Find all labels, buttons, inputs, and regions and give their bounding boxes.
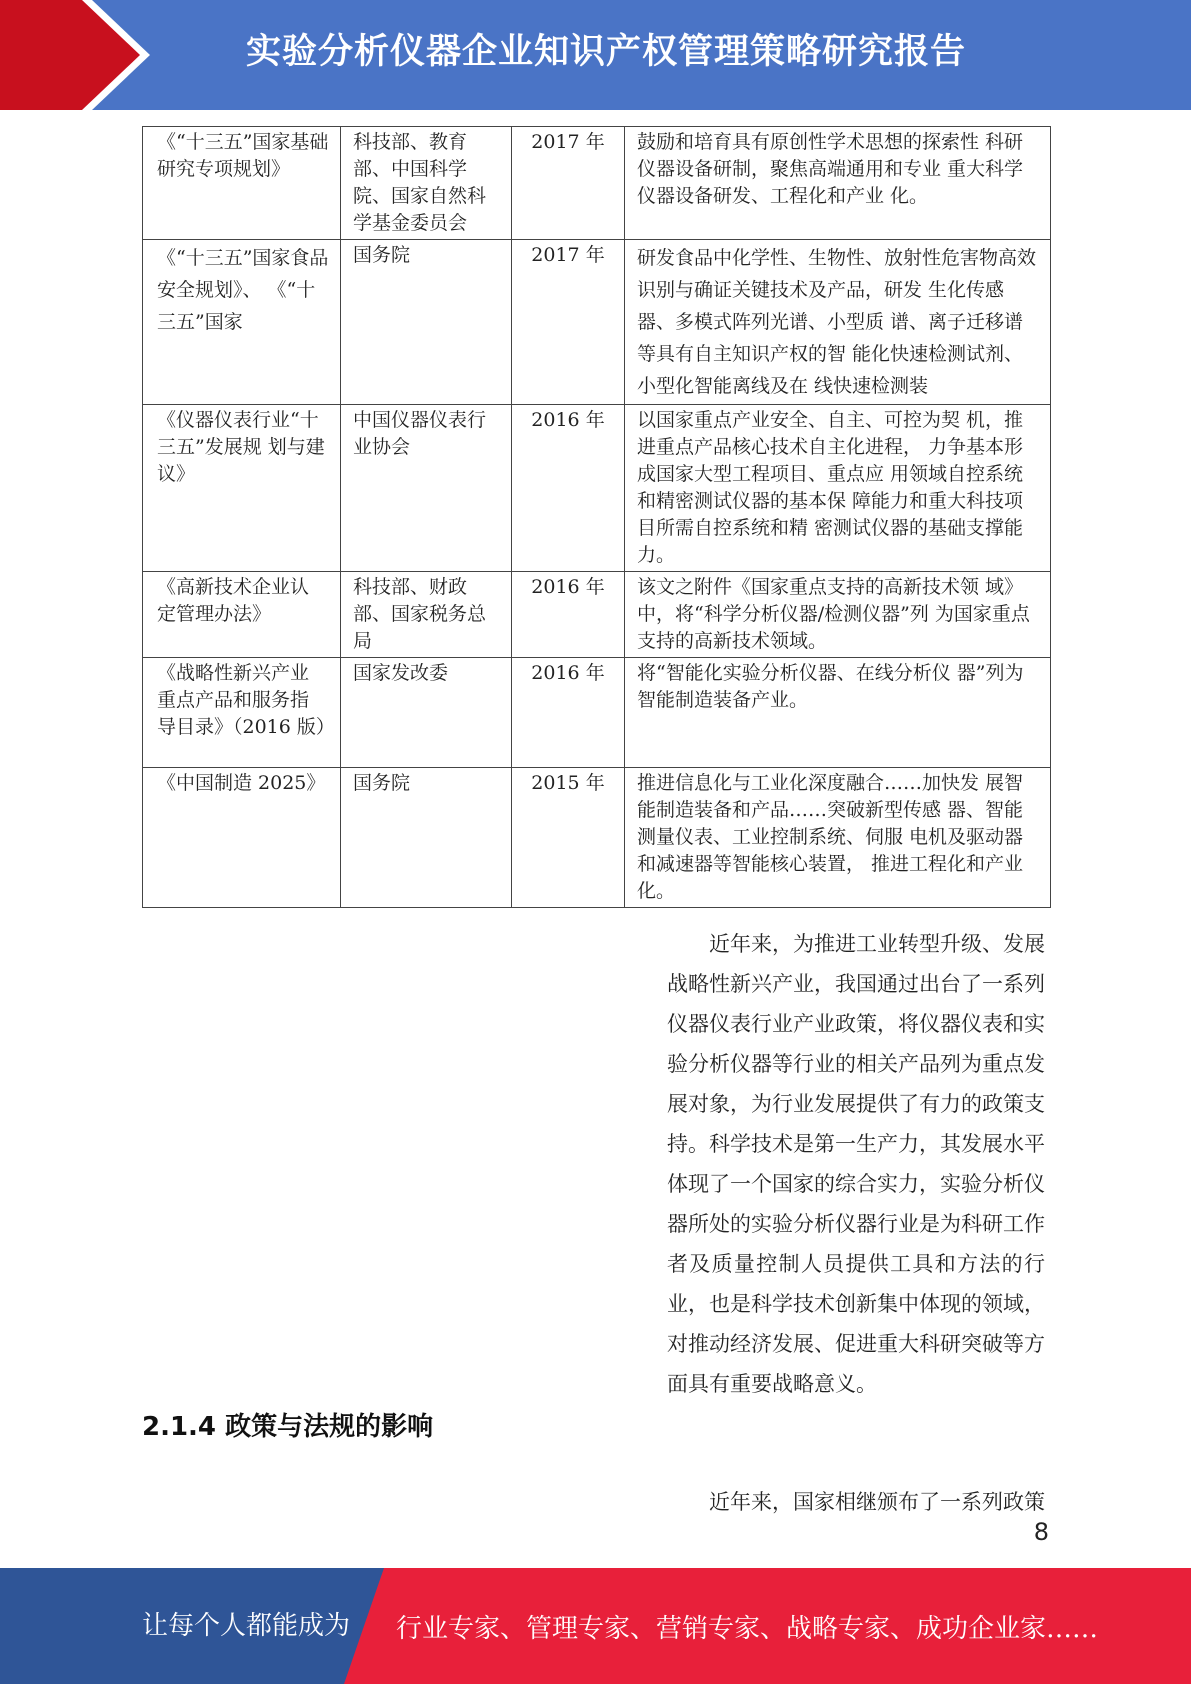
- page-footer: [0, 1568, 1191, 1684]
- policy-content: 将“智能化实验分析仪器、在线分析仪 器”列为智能制造装备产业。: [625, 658, 1051, 768]
- section-heading: 2.1.4 政策与法规的影响: [142, 1412, 434, 1442]
- policy-year: 2016 年: [512, 405, 625, 572]
- policy-year: 2017 年: [512, 240, 625, 405]
- page-number: 8: [1033, 1518, 1049, 1546]
- table-row: [143, 405, 1051, 572]
- policy-year: 2015 年: [512, 768, 625, 908]
- policy-year: 2016 年: [512, 572, 625, 658]
- policy-issuer: 国务院: [341, 240, 512, 405]
- body-paragraph: 近年来，国家相继颁布了一系列政策: [709, 1490, 1045, 1514]
- page-header: [0, 0, 1191, 110]
- table-row: [143, 127, 1051, 240]
- footer-slogan-right: 行业专家、管理专家、营销专家、战略专家、成功企业家……: [396, 1614, 1099, 1644]
- policy-content: 该文之附件《国家重点支持的高新技术领 域》中，将“科学分析仪器/检测仪器”列 为国家重点支持的高新技术领域。: [625, 572, 1051, 658]
- policy-table: [142, 126, 1051, 908]
- body-paragraph: 近年来，为推进工业转型升级、发展战略性新兴产业，我国通过出台了一系列仪器仪表行业产业政策，将仪器仪表和实验分析仪器等行业的相关产品列为重点发展对象，为行业发展提供了有力的政策支持。科学技术是第一生产力，其发展水平体现了一个国家的综合实力，实验分析仪器所处的实验分析仪器行业是为科研工作者及质量控制人员提供工具和方法的行业，也是科学技术创新集中体现的领域，对推动经济发展、促进重大科研突破等方面具有重要战略意义。: [667, 932, 1045, 1396]
- policy-name: 《“十三五”国家基础研究专项规划》: [143, 127, 341, 240]
- policy-issuer: 中国仪器仪表行业协会: [341, 405, 512, 572]
- policy-year: 2016 年: [512, 658, 625, 768]
- policy-name: 《中国制造 2025》: [143, 768, 341, 908]
- table-row: [143, 768, 1051, 908]
- policy-year: 2017 年: [512, 127, 625, 240]
- policy-name: 《战略性新兴产业 重点产品和服务指 导目录》（2016 版）: [143, 658, 341, 768]
- table-row: [143, 658, 1051, 768]
- header-arrow-decoration: [0, 0, 160, 110]
- policy-content: 鼓励和培育具有原创性学术思想的探索性 科研仪器设备研制，聚焦高端通用和专业 重大科学仪器设备研发、工程化和产业 化。: [625, 127, 1051, 240]
- policy-content: 推进信息化与工业化深度融合……加快发 展智能制造装备和产品……突破新型传感 器、智能测量仪表、工业控制系统、伺服 电机及驱动器和减速器等智能核心装置， 推进工程化和产业化。: [625, 768, 1051, 908]
- policy-content: 以国家重点产业安全、自主、可控为契 机，推进重点产品核心技术自主化进程， 力争基本形成国家大型工程项目、重点应 用领域自控系统和精密测试仪器的基本保 障能力和重大科技项目所需自控系统和精 密测试仪器的基础支撑能力。: [625, 405, 1051, 572]
- policy-name: 《高新技术企业认 定管理办法》: [143, 572, 341, 658]
- header-title: 实验分析仪器企业知识产权管理策略研究报告: [246, 32, 967, 72]
- policy-name: 《“十三五”国家食品安全规划》、 《“十三五”国家: [143, 240, 341, 405]
- policy-name: 《仪器仪表行业“十三五”发展规 划与建议》: [143, 405, 341, 572]
- policy-issuer: 国务院: [341, 768, 512, 908]
- policy-issuer: 国家发改委: [341, 658, 512, 768]
- footer-slogan-left: 让每个人都能成为: [142, 1611, 351, 1641]
- table-row: [143, 572, 1051, 658]
- table-row: [143, 240, 1051, 405]
- policy-issuer: 科技部、财政部、国家税务总局: [341, 572, 512, 658]
- policy-content: 研发食品中化学性、生物性、放射性危害物高效识别与确证关键技术及产品，研发 生化传感器、多模式阵列光谱、小型质 谱、离子迁移谱等具有自主知识产权的智 能化快速检测试剂、小型化智能离线及在 线快速检测装: [625, 240, 1051, 405]
- policy-issuer: 科技部、教育部、中国科学院、国家自然科学基金委员会: [341, 127, 512, 240]
